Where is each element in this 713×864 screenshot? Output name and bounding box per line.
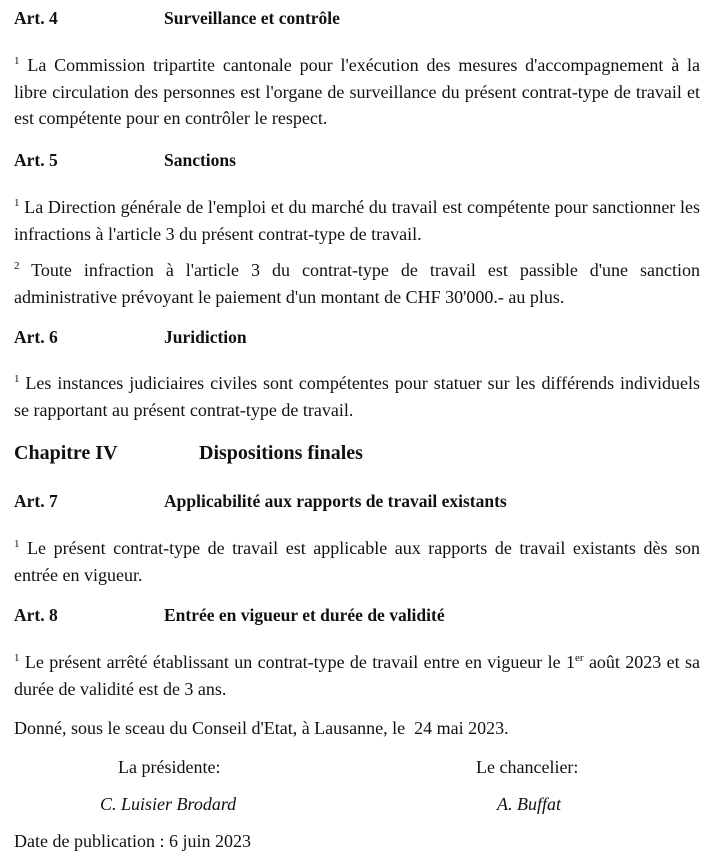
article-paragraph [14,370,700,423]
paragraph-text: Les instances judiciaires civiles sont compétentes pour statuer sur les différends individuels se rapportant au présent contrat-type de travail. [14,373,700,420]
chancellor-label: Le chancelier: [476,757,579,777]
paragraph-number: 1 [14,55,20,67]
paragraph-number: 2 [14,260,20,272]
article-number: Art. 7 [14,491,58,511]
paragraph-number: 1 [14,197,20,209]
article-paragraph [14,52,700,132]
paragraph-text: Toute infraction à l'article 3 du contrat-type de travail est passible d'une sanction administrative prévoyant le paiement d'un montant de CHF 30'000.- au plus. [14,260,700,307]
article-title: Surveillance et contrôle [164,8,340,28]
president-label: La présidente: [118,757,221,777]
article-title: Sanctions [164,150,236,170]
paragraph-text-continued: août 2023 et sa durée de validité est de 3 ans. [14,652,701,699]
paragraph-text: Le présent contrat-type de travail est applicable aux rapports de travail existants dès son entrée en vigueur. [14,538,700,585]
chapter-heading [14,442,363,465]
paragraph-text: La Commission tripartite cantonale pour l'exécution des mesures d'accompagnement à la libre circulation des personnes est l'organe de surveillance du présent contrat-type de travail et est compétente pour en contrôler le respect. [14,55,701,128]
paragraph-number: 1 [14,373,20,385]
article-number: Art. 8 [14,605,58,625]
article-paragraph [14,535,700,588]
publication-date: Date de publication : 6 juin 2023 [14,831,251,851]
article-paragraph [14,649,700,702]
president-signature: C. Luisier Brodard [100,794,237,814]
article-number: Art. 4 [14,8,58,28]
article-number: Art. 5 [14,150,58,170]
ordinal-suffix: er [575,652,584,664]
chancellor-signature: A. Buffat [497,794,561,814]
article-paragraph [14,257,700,310]
given-statement: Donné, sous le sceau du Conseil d'Etat, à Lausanne, le 24 mai 2023. [14,718,509,738]
article-paragraph [14,194,700,247]
article-number: Art. 6 [14,327,58,347]
paragraph-number: 1 [14,652,20,664]
article-title: Entrée en vigueur et durée de validité [164,605,445,625]
paragraph-number: 1 [14,538,20,550]
article-title: Applicabilité aux rapports de travail existants [164,491,507,511]
chapter-title: Dispositions finales [199,442,363,464]
paragraph-text: Le présent arrêté établissant un contrat-type de travail entre en vigueur le 1 [24,652,576,672]
paragraph-text: La Direction générale de l'emploi et du marché du travail est compétente pour sanctionner les infractions à l'article 3 du présent contrat-type de travail. [14,197,700,244]
article-title: Juridiction [164,327,247,347]
chapter-number: Chapitre IV [14,442,118,464]
